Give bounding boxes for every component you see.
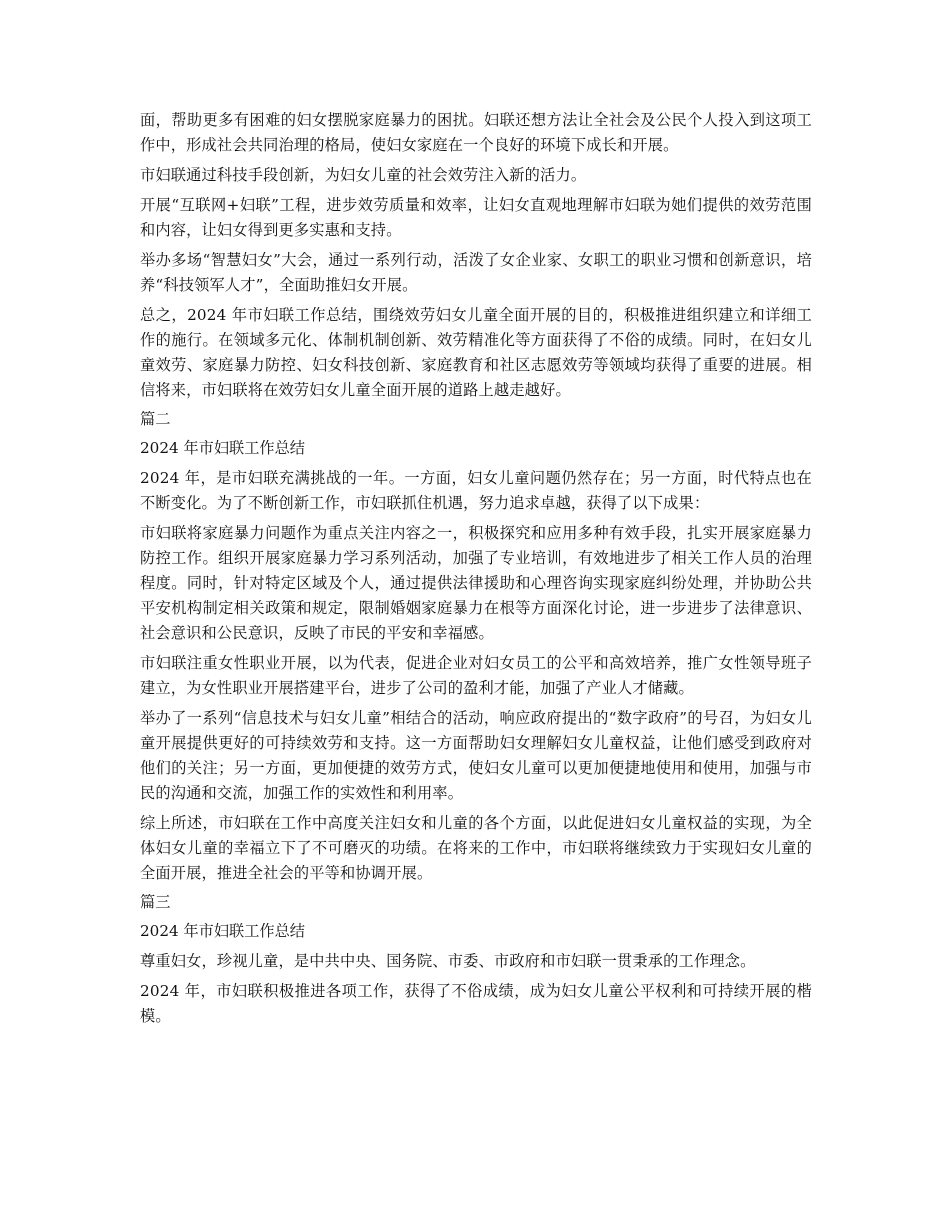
document-page xyxy=(140,108,812,1034)
paragraph-challenges: 2024 年，是市妇联充满挑战的一年。一方面，妇女儿童问题仍然存在；另一方面，时代特点也在不断变化。为了不断创新工作，市妇联抓住机遇，努力追求卓越，获得了以下成果： xyxy=(140,469,812,512)
paragraph-career-development: 市妇联注重女性职业开展，以为代表，促进企业对妇女员工的公平和高效培养，推广女性领导班子建立，为女性职业开展搭建平台，进步了公司的盈利才能，加强了产业人才储藏。 xyxy=(140,654,812,697)
paragraph-achievements: 2024 年，市妇联积极推进各项工作，获得了不俗成绩，成为妇女儿童公平权利和可持续开展的楷模。 xyxy=(140,982,812,1025)
section-title-two: 2024 年市妇联工作总结 xyxy=(140,439,305,457)
paragraph-smart-women: 举办多场“智慧妇女”大会，通过一系列行动，活泼了女企业家、女职工的职业习惯和创新意识，培养“科技领军人才”，全面助推妇女开展。 xyxy=(140,251,812,294)
paragraph-summary-one: 总之，2024 年市妇联工作总结，围绕效劳妇女儿童全面开展的目的，积极推进组织建立和详细工作的施行。在领域多元化、体制机制创新、效劳精准化等方面获得了不俗的成绩。同时，在妇女儿童效劳、家庭暴力防控、妇女科技创新、家庭教育和社区志愿效劳等领域均获得了重要的进展。相信将来，市妇联将在效劳妇女儿童全面开展的道路上越走越好。 xyxy=(140,306,812,399)
paragraph-summary-two: 综上所述，市妇联在工作中高度关注妇女和儿童的各个方面，以此促进妇女儿童权益的实现，为全体妇女儿童的幸福立下了不可磨灭的功绩。在将来的工作中，市妇联将继续致力于实现妇女儿童的全面开展，推进全社会的平等和协调开展。 xyxy=(140,814,812,882)
paragraph-work-philosophy: 尊重妇女，珍视儿童，是中共中央、国务院、市委、市政府和市妇联一贯秉承的工作理念。 xyxy=(140,952,756,970)
paragraph-domestic-violence-continued: 面，帮助更多有困难的妇女摆脱家庭暴力的困扰。妇联还想方法让全社会及公民个人投入到这项工作中，形成社会共同治理的格局，使妇女家庭在一个良好的环境下成长和开展。 xyxy=(140,111,812,154)
paragraph-violence-prevention: 市妇联将家庭暴力问题作为重点关注内容之一，积极探究和应用多种有效手段，扎实开展家庭暴力防控工作。组织开展家庭暴力学习系列活动，加强了专业培训，有效地进步了相关工作人员的治理程度。同时，针对特定区域及个人，通过提供法律援助和心理咨询实现家庭纠纷处理，并协助公共平安机构制定相关政策和规定，限制婚姻家庭暴力在根等方面深化讨论，进一步进步了法律意识、社会意识和公民意识，反映了市民的平安和幸福感。 xyxy=(140,524,812,642)
section-heading-two: 篇二 xyxy=(140,410,171,428)
paragraph-tech-innovation: 市妇联通过科技手段创新，为妇女儿童的社会效劳注入新的活力。 xyxy=(140,166,587,184)
paragraph-internet-plus: 开展“互联网+妇联”工程，进步效劳质量和效率，让妇女直观地理解市妇联为她们提供的效劳范围和内容，让妇女得到更多实惠和支持。 xyxy=(140,196,812,239)
paragraph-digital-government: 举办了一系列“信息技术与妇女儿童”相结合的活动，响应政府提出的“数字政府”的号召，为妇女儿童开展提供更好的可持续效劳和支持。这一方面帮助妇女理解妇女儿童权益，让他们感受到政府对他们的关注；另一方面，更加便捷的效劳方式，使妇女儿童可以更加便捷地使用和使用，加强与市民的沟通和交流，加强工作的实效性和利用率。 xyxy=(140,709,812,802)
section-heading-three: 篇三 xyxy=(140,893,171,911)
section-title-three: 2024 年市妇联工作总结 xyxy=(140,922,305,940)
